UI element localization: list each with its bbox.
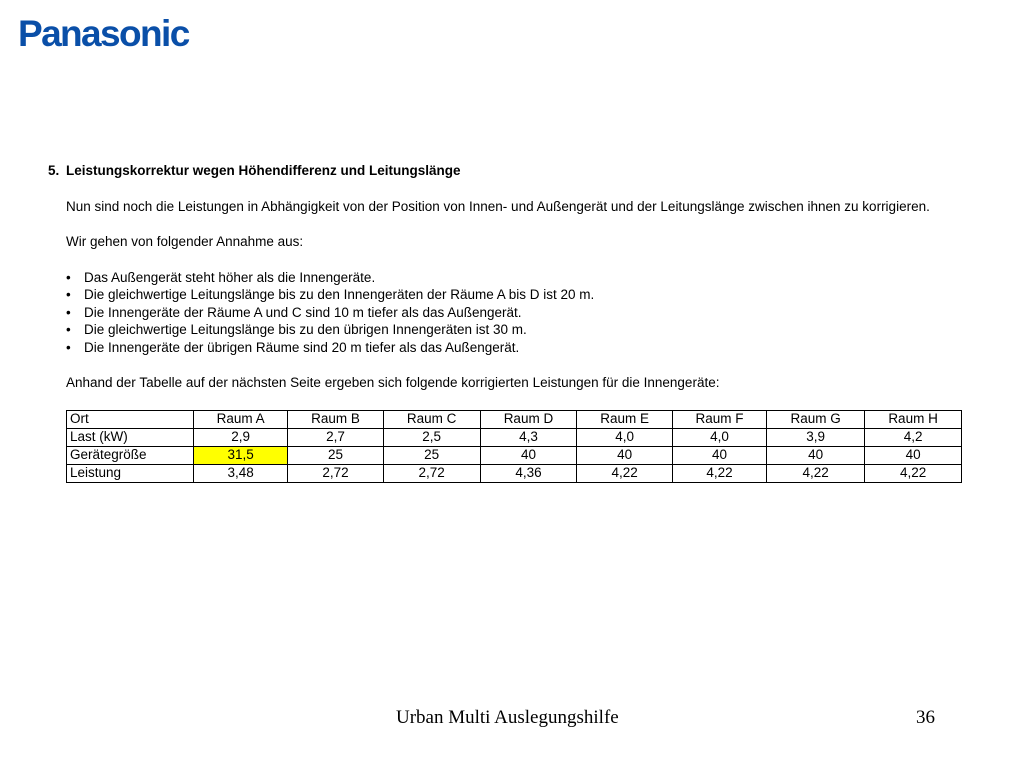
- table-cell: 4,0: [577, 428, 673, 446]
- bullet-icon: •: [66, 304, 71, 320]
- list-item: • Die Innengeräte der übrigen Räume sind 20 m tiefer als das Außengerät.: [66, 339, 520, 355]
- table-header-cell: Raum F: [672, 410, 766, 428]
- table-row: [67, 428, 962, 446]
- table-header-cell: Raum E: [577, 410, 673, 428]
- table-cell: 3,48: [194, 464, 288, 482]
- table-cell: Leistung: [67, 464, 194, 482]
- section-heading: [48, 162, 968, 180]
- table-cell: 40: [767, 446, 865, 464]
- table-cell: 4,3: [480, 428, 577, 446]
- table-cell: 40: [865, 446, 962, 464]
- table-header-cell: Raum A: [194, 410, 288, 428]
- intro-paragraph: Nun sind noch die Leistungen in Abhängigkeit von der Position von Innen- und Außengerät und der Leitungslänge zwischen ihnen zu korrigieren.: [66, 198, 930, 214]
- table-cell: 4,22: [577, 464, 673, 482]
- table-cell: 4,22: [865, 464, 962, 482]
- table-cell: 25: [383, 446, 480, 464]
- table-cell: Gerätegröße: [67, 446, 194, 464]
- table-cell: 4,0: [672, 428, 766, 446]
- table-cell: 4,22: [672, 464, 766, 482]
- table-cell: 40: [672, 446, 766, 464]
- table-cell: 2,5: [383, 428, 480, 446]
- summary-paragraph: Anhand der Tabelle auf der nächsten Seite ergeben sich folgende korrigierten Leistungen für die Innengeräte:: [66, 375, 720, 390]
- table-header-cell: Raum D: [480, 410, 577, 428]
- list-item: • Das Außengerät steht höher als die Innengeräte.: [66, 269, 376, 285]
- table-cell: 4,22: [767, 464, 865, 482]
- table-cell: 25: [288, 446, 384, 464]
- list-item: • Die gleichwertige Leitungslänge bis zu den übrigen Innengeräten ist 30 m.: [66, 322, 527, 337]
- table-cell: Last (kW): [67, 428, 194, 446]
- table-cell: 3,9: [767, 428, 865, 446]
- table-cell: 2,9: [194, 428, 288, 446]
- assumption-paragraph: Wir gehen von folgender Annahme aus:: [66, 234, 304, 249]
- table-header-cell: Raum G: [767, 410, 865, 428]
- table-cell: 2,72: [288, 464, 384, 482]
- footer-title: Urban Multi Auslegungshilfe: [396, 707, 619, 728]
- table-header-cell: Raum B: [288, 410, 384, 428]
- table-cell: 40: [577, 446, 673, 464]
- table-row: [67, 446, 962, 464]
- section-number: 5.: [48, 163, 60, 178]
- performance-table: [66, 410, 962, 483]
- table-cell: 4,2: [865, 428, 962, 446]
- table-cell: 4,36: [480, 464, 577, 482]
- list-item: • Die Innengeräte der Räume A und C sind 10 m tiefer als das Außengerät.: [66, 304, 522, 320]
- table-cell: 2,7: [288, 428, 384, 446]
- section-title: Leistungskorrektur wegen Höhendifferenz und Leitungslänge: [66, 163, 461, 178]
- bullet-icon: •: [66, 339, 71, 355]
- bullet-icon: •: [66, 322, 71, 337]
- list-item: • Die gleichwertige Leitungslänge bis zu den Innengeräten der Räume A bis D ist 20 m.: [66, 287, 595, 302]
- page-number: 36: [916, 707, 935, 728]
- table-row: [67, 464, 962, 482]
- panasonic-logo: Panasonic: [18, 13, 189, 54]
- slide-content: [48, 162, 968, 483]
- table-cell: 2,72: [383, 464, 480, 482]
- table-cell-highlighted: 31,5: [194, 446, 288, 464]
- assumption-list: [66, 269, 968, 357]
- table-header-cell: Raum C: [383, 410, 480, 428]
- bullet-icon: •: [66, 269, 71, 285]
- table-header-cell: Raum H: [865, 410, 962, 428]
- table-cell: 40: [480, 446, 577, 464]
- table-header-cell: Ort: [67, 410, 194, 428]
- table-header-row: [67, 410, 962, 428]
- bullet-icon: •: [66, 287, 71, 302]
